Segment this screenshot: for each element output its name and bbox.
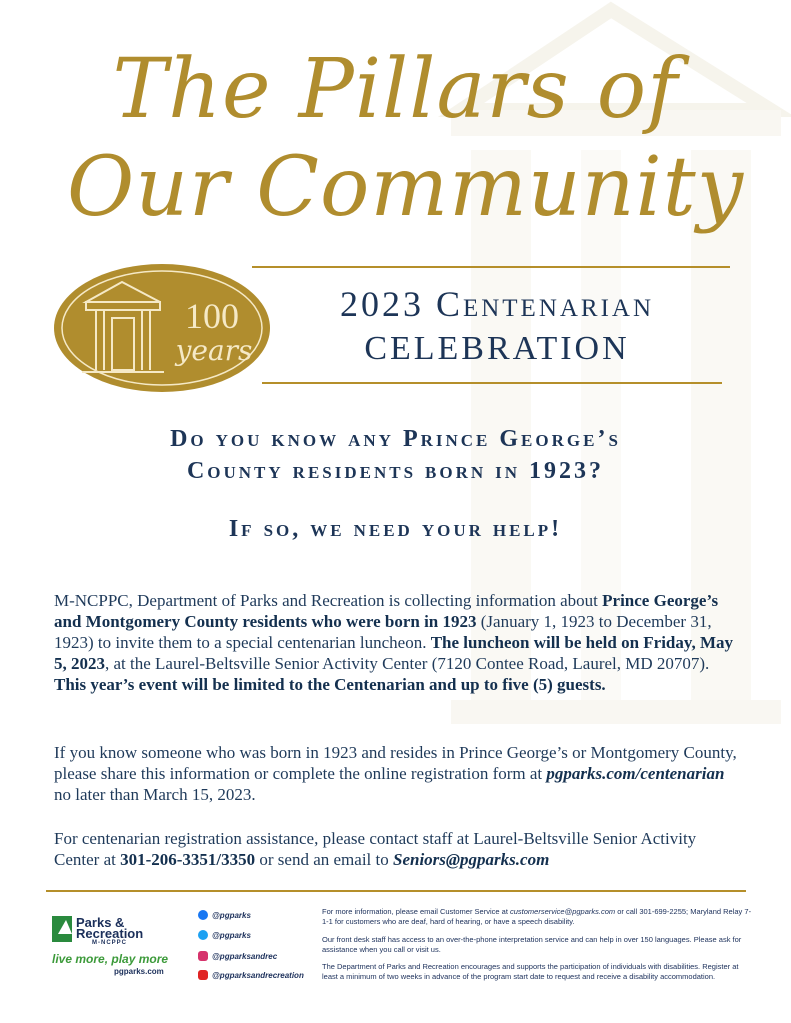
paragraph-registration: If you know someone who was born in 1923 and resides in Prince George’s or Montgomery County, please share this information or complete the online registration form at pgparks.com/centenarian no later than March 15, 2023. [54,743,737,804]
customer-service-email[interactable]: customerservice@pgparks.com [510,907,616,916]
social-twitter[interactable]: @pgparks [198,930,251,940]
youtube-icon [198,970,208,980]
logo-line-2: Recreation [76,926,144,941]
twitter-icon [198,930,208,940]
logo-url[interactable]: pgparks.com [114,967,164,976]
instagram-icon [198,951,208,961]
parks-recreation-logo[interactable] [52,914,172,978]
header-rule-bottom [262,382,722,384]
fineprint-interpretation: Our front desk staff has access to an over-the-phone interpretation service and can help in over 150 languages. Please ask for assistance when you call or visit us. [322,935,742,954]
question-line-2: County residents born in 1923? [186,458,605,484]
help-heading: If so, we need your help! [228,516,563,542]
logo-line-1: Parks & [76,915,125,930]
phone-number[interactable]: 301-206-3351/3350 [120,850,256,869]
fineprint-accessibility: The Department of Parks and Recreation encourages and supports the participation of individuals with disabilities. Register at least a minimum of two weeks in advance of the program start date to request and receive a disability accommodation. [322,962,739,981]
title-line-2: Our Community [66,140,745,235]
header-rule-top [252,266,730,268]
social-youtube[interactable]: @pgparksandrecreation [198,970,304,980]
logo-mark-icon [52,916,72,942]
badge-word: years [175,334,253,367]
centenarian-heading-line-2: CELEBRATION [364,330,630,367]
facebook-icon [198,910,208,920]
logo-line-3: M-NCPPC [92,940,127,946]
badge-number: 100 [185,296,239,336]
email-link[interactable]: Seniors@pgparks.com [393,850,550,869]
question-line-1: Do you know any Prince George’s [170,426,621,452]
social-instagram[interactable]: @pgparksandrec [198,951,277,961]
footer-rule [46,890,746,892]
fineprint-contact: For more information, please email Customer Service at customerservice@pgparks.com or call 301-699-2255; Maryland Relay 7-1-1 for customers who are deaf, hard of hearing, or have a speech disability. [322,907,752,926]
paragraph-invitation: M-NCPPC, Department of Parks and Recreation is collecting information about Prince George’s and Montgomery County residents who were born in 1923 (January 1, 1923 to December 31, 1923) to invite them to a special centenarian luncheon. The luncheon will be held on Friday, May 5, 2023, at the Laurel-Beltsville Senior Activity Center (7120 Contee Road, Laurel, MD 20707). This year’s event will be limited to the Centenarian and up to five (5) guests. [54,591,733,694]
100-years-badge [52,262,272,394]
registration-link[interactable]: pgparks.com/centenarian [546,764,725,783]
paragraph-contact: For centenarian registration assistance, please contact staff at Laurel-Beltsville Senior Activity Center at 301-206-3351/3350 or send an email to Seniors@pgparks.com [54,829,697,869]
social-facebook[interactable]: @pgparks [198,910,251,920]
title-line-1: The Pillars of [112,42,679,137]
centenarian-heading-line-1: 2023 Centenarian [339,284,655,324]
logo-tagline: live more, play more [52,952,169,966]
